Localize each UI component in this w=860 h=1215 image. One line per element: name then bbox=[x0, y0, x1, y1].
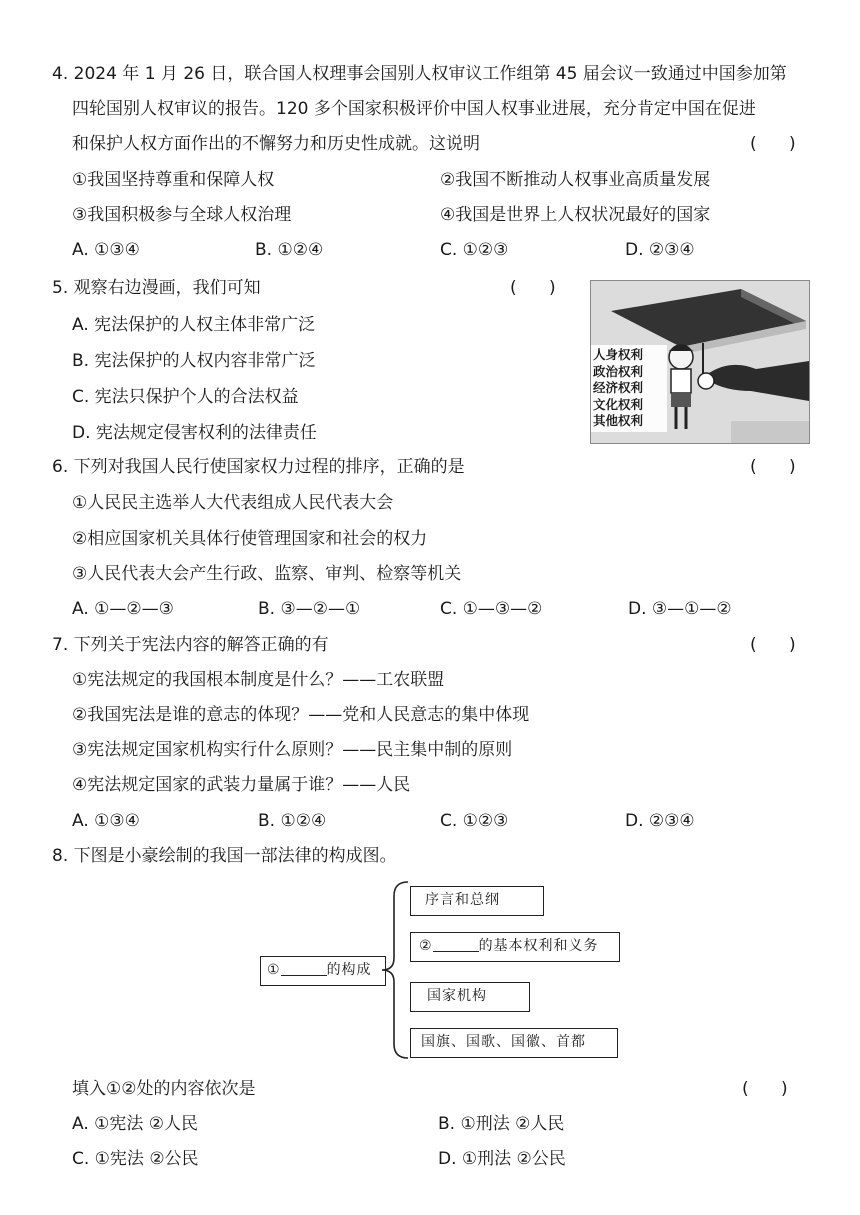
q8-stem: 8. 下图是小豪绘制的我国一部法律的构成图。 bbox=[52, 846, 397, 866]
constitution-cartoon bbox=[590, 280, 810, 444]
q8-option-c[interactable]: C. ①宪法 ②公民 bbox=[72, 1149, 199, 1169]
diagram-branch-blank[interactable] bbox=[433, 937, 479, 952]
cartoon-rights-list bbox=[591, 345, 667, 432]
q7-item-1: ①宪法规定的我国根本制度是什么？——工农联盟 bbox=[72, 670, 445, 690]
diagram-branch-symbols: 国旗、国歌、国徽、首都 bbox=[410, 1028, 618, 1058]
q4-item-3: ③我国积极参与全球人权治理 bbox=[72, 205, 292, 225]
q5-option-b[interactable]: B. 宪法保护的人权内容非常广泛 bbox=[72, 351, 316, 371]
q8-answer-blank[interactable]: ( ) bbox=[742, 1079, 788, 1099]
q8-option-a[interactable]: A. ①宪法 ②人民 bbox=[72, 1114, 199, 1134]
q6-item-2: ②相应国家机关具体行使管理国家和社会的权力 bbox=[72, 529, 428, 549]
cartoon-label-political-rights: 政治权利 bbox=[593, 363, 644, 379]
cartoon-label-personal-rights: 人身权利 bbox=[593, 347, 644, 362]
q7-option-d[interactable]: D. ②③④ bbox=[625, 811, 695, 831]
q6-stem: 6. 下列对我国人民行使国家权力过程的排序，正确的是 bbox=[52, 457, 465, 477]
diagram-root-suffix: 的构成 bbox=[326, 962, 372, 978]
q8-option-b[interactable]: B. ①刑法 ②人民 bbox=[438, 1114, 565, 1134]
q7-item-4: ④宪法规定国家的武装力量属于谁？——人民 bbox=[72, 775, 411, 795]
q7-item-2: ②我国宪法是谁的意志的体现？——党和人民意志的集中体现 bbox=[72, 705, 530, 725]
diagram-root-marker: ① bbox=[267, 962, 281, 978]
q6-option-d[interactable]: D. ③—①—② bbox=[628, 599, 732, 619]
diagram-branch-preamble: 序言和总纲 bbox=[410, 886, 544, 916]
diagram-root-box bbox=[260, 956, 386, 986]
q6-option-b[interactable]: B. ③—②—① bbox=[258, 599, 361, 619]
q4-item-2: ②我国不断推动人权事业高质量发展 bbox=[440, 170, 711, 190]
q7-answer-blank[interactable]: ( ) bbox=[750, 635, 796, 655]
q4-item-4: ④我国是世界上人权状况最好的国家 bbox=[440, 205, 711, 225]
diagram-branch-suffix: 的基本权利和义务 bbox=[478, 938, 599, 954]
q4-option-d[interactable]: D. ②③④ bbox=[625, 240, 695, 260]
q6-option-c[interactable]: C. ①—③—② bbox=[440, 599, 543, 619]
q5-option-c[interactable]: C. 宪法只保护个人的合法权益 bbox=[72, 387, 299, 407]
cartoon-label-cultural-rights: 文化权利 bbox=[593, 396, 644, 412]
q4-stem-line-2: 四轮国别人权审议的报告。120 多个国家积极评价中国人权事业进展，充分肯定中国在促进 bbox=[72, 99, 756, 119]
q5-option-a[interactable]: A. 宪法保护的人权主体非常广泛 bbox=[72, 315, 316, 335]
q4-option-b[interactable]: B. ①②④ bbox=[255, 240, 324, 260]
diagram-root-blank[interactable] bbox=[281, 961, 327, 976]
q7-stem: 7. 下列关于宪法内容的解答正确的有 bbox=[52, 635, 329, 655]
diagram-branch-state-organs: 国家机构 bbox=[410, 982, 530, 1012]
q4-option-a[interactable]: A. ①③④ bbox=[72, 240, 140, 260]
diagram-branch-marker: ② bbox=[419, 938, 433, 954]
q7-item-3: ③宪法规定国家机构实行什么原则？——民主集中制的原则 bbox=[72, 740, 513, 760]
q4-stem-line-1: 4. 2024 年 1 月 26 日，联合国人权理事会国别人权审议工作组第 45 届会议一致通过中国参加第 bbox=[52, 64, 787, 84]
q4-answer-blank[interactable]: ( ) bbox=[750, 134, 796, 154]
cartoon-label-other-rights: 其他权利 bbox=[593, 413, 644, 428]
q4-stem-line-3: 和保护人权方面作出的不懈努力和历史性成就。这说明 bbox=[72, 134, 480, 154]
diagram-branch-rights bbox=[410, 932, 620, 962]
q4-item-1: ①我国坚持尊重和保障人权 bbox=[72, 170, 275, 190]
q8-ask: 填入①②处的内容依次是 bbox=[72, 1079, 256, 1099]
q5-option-d[interactable]: D. 宪法规定侵害权利的法律责任 bbox=[72, 423, 317, 443]
q5-answer-blank[interactable]: ( ) bbox=[510, 278, 556, 298]
q6-item-3: ③人民代表大会产生行政、监察、审判、检察等机关 bbox=[72, 564, 462, 584]
q6-answer-blank[interactable]: ( ) bbox=[750, 457, 796, 477]
q6-option-a[interactable]: A. ①—②—③ bbox=[72, 599, 174, 619]
q7-option-c[interactable]: C. ①②③ bbox=[440, 811, 509, 831]
q7-option-a[interactable]: A. ①③④ bbox=[72, 811, 140, 831]
q6-item-1: ①人民民主选举人大代表组成人民代表大会 bbox=[72, 493, 394, 513]
q4-option-c[interactable]: C. ①②③ bbox=[440, 240, 509, 260]
q7-option-b[interactable]: B. ①②④ bbox=[258, 811, 327, 831]
q5-stem: 5. 观察右边漫画，我们可知 bbox=[52, 278, 261, 298]
cartoon-label-economic-rights: 经济权利 bbox=[593, 380, 644, 395]
q8-option-d[interactable]: D. ①刑法 ②公民 bbox=[438, 1149, 566, 1169]
